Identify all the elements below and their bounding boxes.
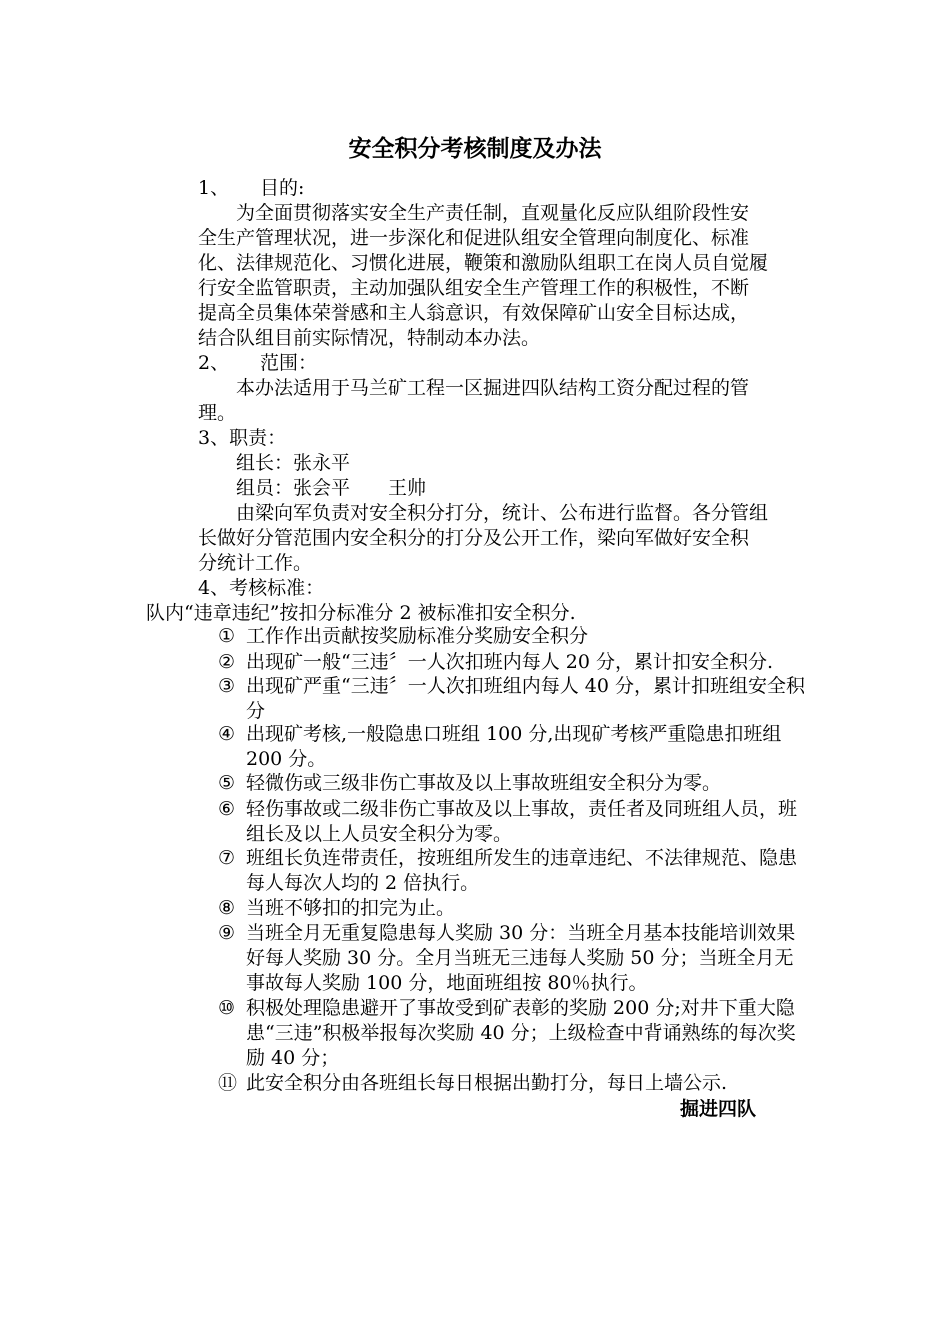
section-1-number: 1、 — [198, 177, 230, 199]
list-item-text: 班组长负连带责任，按班组所发生的违章违纪、不法律规范、隐患每人每次人均的 2 倍执行。 — [246, 847, 798, 894]
list-item-text: 当班不够扣的扣完为止。 — [246, 897, 456, 919]
list-item-text: 工作作出贡献按奖励标准分奖励安全积分 — [246, 625, 589, 647]
list-item-number: ⑩ — [218, 997, 236, 1019]
list-item — [218, 771, 808, 796]
list-item — [218, 896, 808, 921]
list-item — [218, 797, 808, 847]
section-3-heading: 3、职责： — [198, 427, 287, 449]
list-item-number: ⑪ — [218, 1072, 238, 1094]
list-item — [218, 996, 808, 1071]
section-1-heading: 目的: — [260, 177, 305, 199]
list-item-text: 当班全月无重复隐患每人奖励 30 分：当班全月基本技能培训效果好每人奖励 30 分。全月当班无三违每人奖励 50 分；当班全月无事故每人奖励 100 分，地面班组按 80％执行。 — [246, 922, 796, 994]
list-item-number: ⑤ — [218, 772, 236, 794]
list-item-number: ② — [218, 651, 236, 673]
purpose-line: 为全面贯彻落实安全生产责任制，直观量化反应队组阶段性安 — [236, 202, 750, 224]
list-item-number: ④ — [218, 723, 236, 745]
list-item — [218, 674, 808, 724]
section-2-heading: 范围： — [260, 352, 318, 374]
purpose-line: 行安全监管职责，主动加强队组安全生产管理工作的积极性，不断 — [198, 277, 750, 299]
duties-line: 长做好分管范围内安全积分的打分及公开工作，梁向军做好安全积 — [198, 527, 750, 549]
list-item — [218, 650, 808, 675]
list-item — [218, 722, 808, 772]
list-item-text: 出现矿严重“三违〞一人次扣班组内每人 40 分，累计扣班组安全积分 — [246, 675, 805, 722]
list-item-number: ① — [218, 625, 236, 647]
list-item — [218, 624, 808, 649]
section-4-heading: 4、考核标准： — [198, 577, 325, 599]
signature: 掘进四队 — [680, 1098, 757, 1120]
list-item — [218, 846, 808, 896]
document-title: 安全积分考核制度及办法 — [348, 136, 602, 162]
duties-leader: 组长：张永平 — [236, 452, 351, 474]
section-2-number: 2、 — [198, 352, 230, 374]
purpose-line: 结合队组目前实际情况，特制动本办法。 — [198, 327, 541, 349]
list-item-number: ⑥ — [218, 798, 236, 820]
purpose-line: 化、法律规范化、习惯化进展，鞭策和激励队组职工在岗人员自觉履 — [198, 252, 769, 274]
list-item — [218, 921, 808, 996]
standard-intro: 队内“违章违纪”按扣分标准分 2 被标准扣安全积分. — [146, 602, 576, 624]
scope-line: 本办法适用于马兰矿工程一区掘进四队结构工资分配过程的管 — [236, 377, 750, 399]
list-item — [218, 1071, 808, 1096]
list-item-number: ⑦ — [218, 847, 236, 869]
list-item-text: 此安全积分由各班组长每日根据出勤打分，每日上墙公示. — [246, 1072, 728, 1094]
purpose-line: 全生产管理状况，进一步深化和促进队组安全管理向制度化、标准 — [198, 227, 750, 249]
list-item-number: ③ — [218, 675, 236, 697]
list-item-text: 出现矿一般“三违〞一人次扣班内每人 20 分，累计扣安全积分. — [246, 651, 774, 673]
list-item-text: 出现矿考核,一般隐患口班组 100 分,出现矿考核严重隐患扣班组 200 分。 — [246, 723, 782, 770]
list-item-text: 轻微伤或三级非伤亡事故及以上事故班组安全积分为零。 — [246, 772, 722, 794]
duties-line: 分统计工作。 — [198, 552, 313, 574]
list-item-number: ⑨ — [218, 922, 236, 944]
list-item-text: 积极处理隐患避开了事故受到矿表彰的奖励 200 分;对井下重大隐患“三违”积极举报每次奖励 40 分；上级检查中背诵熟练的每次奖励 40 分； — [246, 997, 796, 1069]
duties-members: 组员：张会平 王帅 — [236, 477, 427, 499]
list-item-number: ⑧ — [218, 897, 236, 919]
duties-line: 由梁向军负责对安全积分打分，统计、公布进行监督。各分管组 — [236, 502, 769, 524]
purpose-line: 提高全员集体荣誉感和主人翁意识，有效保障矿山安全目标达成， — [198, 302, 750, 324]
scope-line: 理。 — [198, 402, 237, 424]
list-item-text: 轻伤事故或二级非伤亡事故及以上事故，责任者及同班组人员，班组长及以上人员安全积分为零。 — [246, 798, 798, 845]
